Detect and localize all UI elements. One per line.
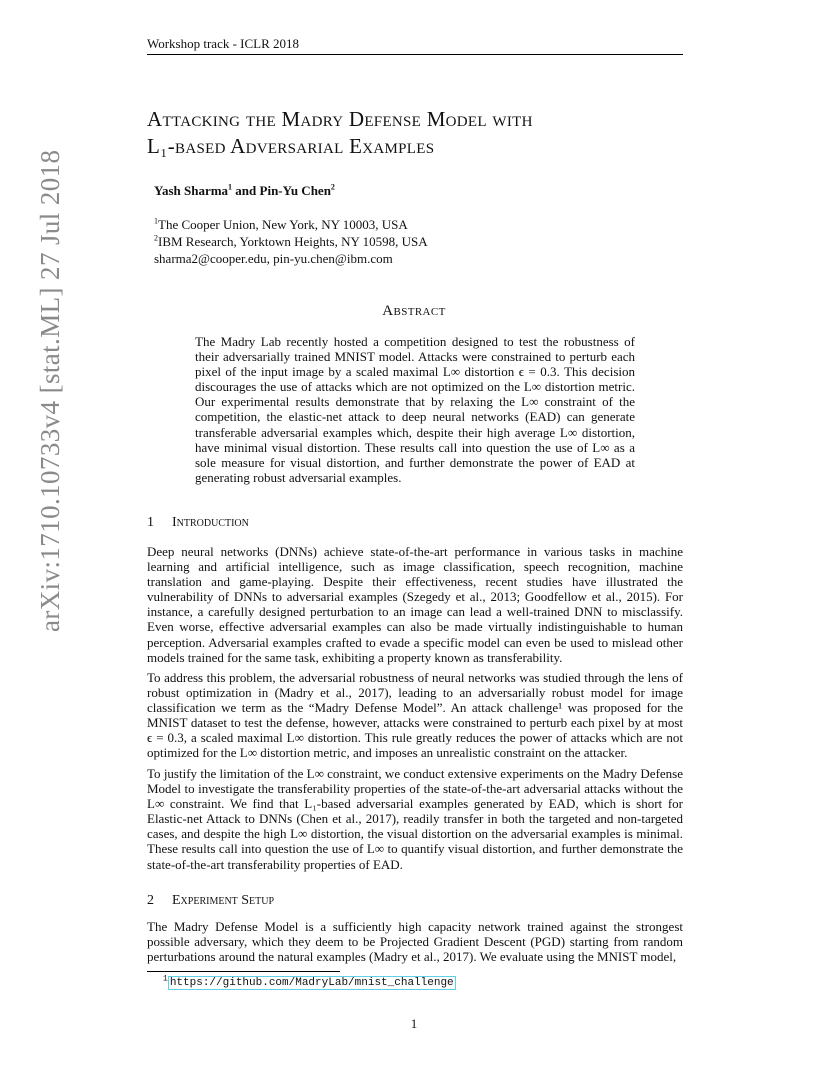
intro-paragraph-3: To justify the limitation of the L∞ constraint, we conduct extensive experiments on the Madry Defense Model to investigate the transferability properties of the state-of-the-art adversarial attacks without the L∞ constraint. We find that L₁-based adversarial examples generated by EAD, which is short for Elastic-net Attack to DNNs (Chen et al., 2017), readily transfer in both the targeted and non-targeted cases, and despite the high L∞ distortion, the visual distortion on the adversarial examples is minimal. These results call into question the use of L∞ to quantify visual distortion, and further demonstrate the state-of-the-art transferability properties of EAD.	[147, 766, 683, 872]
footnote-link[interactable]: https://github.com/MadryLab/mnist_challenge	[169, 977, 454, 989]
affiliation-line	[154, 233, 428, 250]
section-title: Introduction	[172, 515, 249, 530]
intro-paragraph-1: Deep neural networks (DNNs) achieve state-of-the-art performance in various tasks in machine learning and artificial intelligence, such as image classification, speech recognition, machine translation and game-playing. Despite their effectiveness, recent studies have illustrated the vulnerability of DNNs to adversarial examples (Szegedy et al., 2013; Goodfellow et al., 2015). For instance, a carefully designed perturbation to an image can lead a well-trained DNN to misclassify. Even worse, effective adversarial examples can also be made virtually indistinguishable to human perception. Adversarial examples crafted to evade a specific model can even be used to mislead other models trained for the same task, exhibiting a property known as transferability.	[147, 544, 683, 665]
running-header: Workshop track - ICLR 2018	[147, 36, 300, 51]
abstract-heading: Abstract	[382, 303, 446, 319]
title-line-2: L₁-based Adversarial Examples	[147, 134, 435, 158]
affiliation-marker: 2	[330, 182, 335, 192]
affiliation-text: The Cooper Union, New York, NY 10003, USA	[158, 217, 408, 232]
arxiv-identifier: arXiv:1710.10733v4 [stat.ML] 27 Jul 2018	[35, 149, 65, 632]
author-name: Yash Sharma	[154, 183, 229, 198]
section-number: 2	[147, 893, 154, 908]
section-title: Experiment Setup	[172, 893, 275, 908]
footnote	[163, 974, 456, 989]
author-list	[154, 183, 335, 199]
title-line-1: Attacking the Madry Defense Model with	[147, 107, 533, 131]
author-name: Pin-Yu Chen	[259, 183, 331, 198]
section-heading-introduction	[147, 515, 249, 531]
affiliation-marker: 2	[154, 233, 158, 243]
header-rule	[147, 54, 683, 55]
page-number: 1	[410, 1016, 418, 1031]
affiliation-marker: 1	[154, 216, 158, 226]
affiliation-marker: 1	[228, 182, 233, 192]
affiliation-text: IBM Research, Yorktown Heights, NY 10598, USA	[158, 234, 428, 249]
footnote-marker: 1	[163, 974, 168, 984]
author-separator: and	[232, 183, 260, 198]
setup-paragraph-1: The Madry Defense Model is a sufficiently high capacity network trained against the strongest possible adversary, which they deem to be Projected Gradient Descent (PGD) starting from random perturbations around the natural examples (Madry et al., 2017). We evaluate using the MNIST model,	[147, 919, 683, 965]
affiliations	[154, 216, 428, 267]
email-line: sharma2@cooper.edu, pin-yu.chen@ibm.com	[154, 251, 393, 266]
section-heading-experiment-setup	[147, 893, 274, 909]
section-number: 1	[147, 515, 154, 530]
affiliation-line	[154, 216, 428, 233]
paper-title	[147, 106, 707, 160]
footnote-rule	[147, 971, 340, 972]
abstract-text: The Madry Lab recently hosted a competition designed to test the robustness of their adversarially trained MNIST model. Attacks were constrained to perturb each pixel of the input image by a scaled maximal L∞ distortion ϵ = 0.3. This decision discourages the use of attacks which are not optimized on the L∞ distortion metric. Our experimental results demonstrate that by relaxing the L∞ constraint of the competition, the elastic-net attack to deep neural networks (EAD) can generate transferable adversarial examples which, despite their high average L∞ distortion, have minimal visual distortion. These results call into question the use of L∞ as a sole measure for visual distortion, and further demonstrate the power of EAD at generating robust adversarial examples.	[195, 334, 635, 485]
intro-paragraph-2: To address this problem, the adversarial robustness of neural networks was studied through the lens of robust optimization in (Madry et al., 2017), leading to an adversarially robust model for image classification we term as the “Madry Defense Model”. An attack challenge¹ was proposed for the MNIST dataset to test the defense, however, attacks were constrained to perturb each pixel by at most ϵ = 0.3, a scaled maximal L∞ distortion. This rule greatly reduces the power of attacks which are not optimized for the L∞ distortion metric, and imposes an unrealistic constraint on the attacker.	[147, 670, 683, 761]
